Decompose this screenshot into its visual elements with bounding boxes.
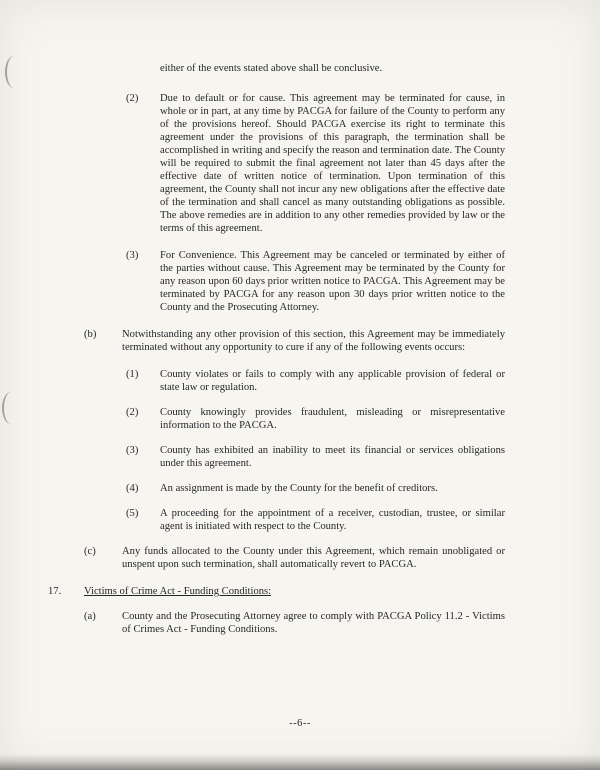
paragraph-label: (2) [126,93,139,104]
paragraph-c-funds-revert [0,545,600,571]
paragraph-label: (1) [126,369,139,380]
paragraph-label: (2) [126,407,139,418]
paragraph-a-voca-compliance [0,610,600,636]
paragraph-text: Any funds allocated to the County under this Agreement, which remain unobligated or unspent upon such termination, shall automatically revert to PACGA. [122,546,505,570]
section-17-heading [0,585,600,598]
document-body [0,62,600,650]
paragraph-b1-violation [0,368,600,394]
paragraph-b3-inability [0,444,600,470]
paragraph-b4-assignment [0,482,600,495]
paragraph-text: A proceeding for the appointment of a receiver, custodian, trustee, or similar agent is initiated with respect to the County. [160,508,505,532]
paragraph-label: (4) [126,483,139,494]
paragraph-label: (3) [126,250,139,261]
scanner-edge-shadow [0,754,600,770]
paragraph-label: (a) [84,611,96,622]
paragraph-label: (c) [84,546,96,557]
paragraph-text: Notwithstanding any other provision of this section, this Agreement may be immediately terminated without any opportunity to cure if any of the following events occurs: [122,329,505,353]
paragraph-text: County violates or fails to comply with any applicable provision of federal or state law or regulation. [160,369,505,393]
paragraph-b2-fraudulent-info [0,406,600,432]
paragraph-2-default-or-cause [0,92,600,235]
paragraph-text: County has exhibited an inability to meet its financial or services obligations under this agreement. [160,445,505,469]
paragraph-label: (b) [84,329,97,340]
paragraph-text: County knowingly provides fraudulent, misleading or misrepresentative information to the PACGA. [160,407,505,431]
paragraph-text: County and the Prosecuting Attorney agree to comply with PACGA Policy 11.2 - Victims of Crimes Act - Funding Conditions. [122,611,505,635]
page-number: --6-- [289,718,311,729]
paragraph-label: (3) [126,445,139,456]
paragraph-text: either of the events stated above shall be conclusive. [160,63,383,74]
paragraph-text: Due to default or for cause. This agreement may be terminated for cause, in whole or in part, at any time by PACGA for failure of the County to perform any of the provisions hereof. Should PACGA exercise its right to terminate this agreement under the provisions of this paragraph, the termination shall be accomplished in writing and specify the reason and termination date. The County will be required to submit the final agreement not later than 45 days after the effective date of written notice of termination. Upon termination of this agreement, the County shall not incur any new obligations after the effective date of the termination and shall cancel as many outstanding obligations as possible. The above remedies are in addition to any other remedies provided by law or the terms of this agreement. [160,93,505,234]
paragraph-3-for-convenience [0,249,600,314]
paragraph-label: (5) [126,508,139,519]
paragraph-continuation [0,62,600,75]
paragraph-b-notwithstanding [0,328,600,354]
paragraph-text: For Convenience. This Agreement may be canceled or terminated by either of the parties without cause. This Agreement may be terminated by the County for any reason upon 60 days prior written notice to PACGA. This Agreement may be terminated by PACGA for any reason upon 30 days prior written notice to the County and the Prosecuting Attorney. [160,250,505,313]
section-number: 17. [48,586,62,597]
paragraph-text: An assignment is made by the County for the benefit of creditors. [160,483,438,494]
section-title: Victims of Crime Act - Funding Conditions: [84,586,272,597]
paragraph-b5-receiver [0,507,600,533]
